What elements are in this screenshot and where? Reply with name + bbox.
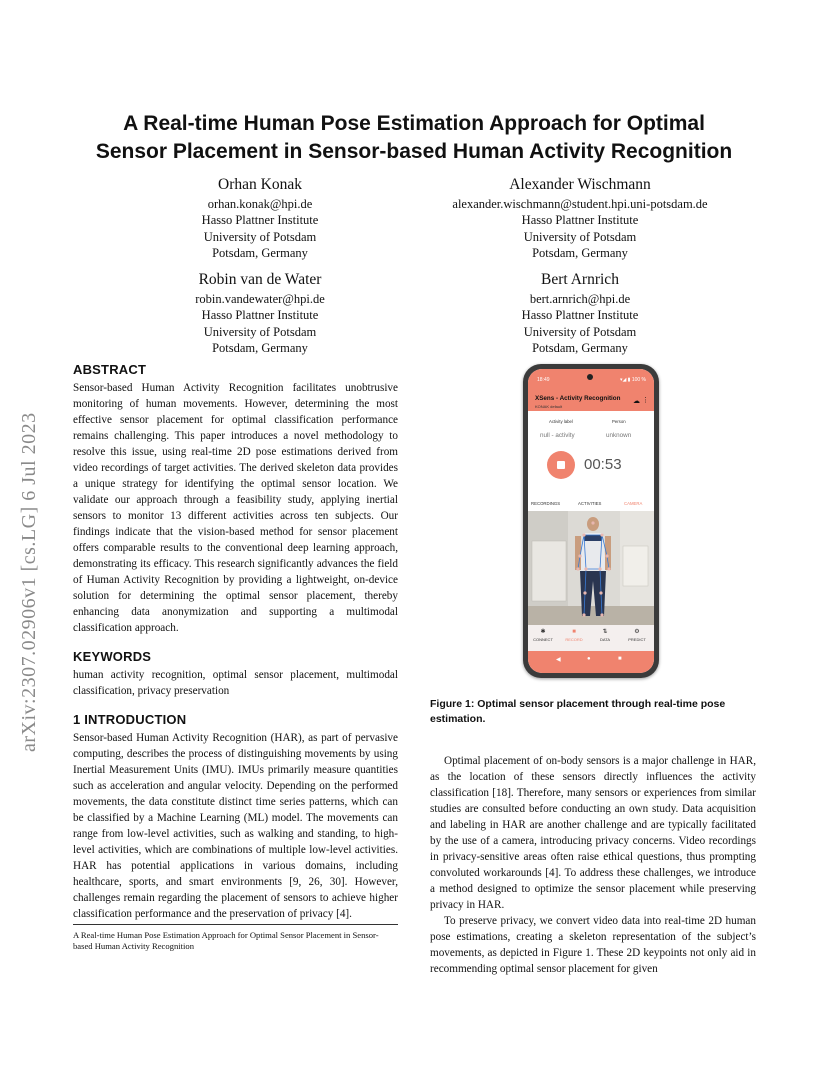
author-email: orhan.konak@hpi.de [207, 197, 313, 211]
right-column [430, 753, 756, 977]
app-title: XSens - Activity Recognition [535, 395, 621, 402]
author-name: Alexander Wischmann [509, 176, 651, 193]
author-affiliation: Hasso Plattner Institute [521, 308, 639, 323]
author-affiliation: Potsdam, Germany [212, 245, 308, 260]
author-email: alexander.wischmann@student.hpi.uni-potsdam.de [452, 197, 708, 211]
author-affiliation: Hasso Plattner Institute [201, 213, 319, 228]
nav-data[interactable] [593, 628, 617, 642]
more-vert-icon[interactable]: ⋮ [642, 397, 649, 404]
nav-connect-label: CONNECT [533, 637, 553, 642]
camera-notch-icon [587, 374, 593, 380]
author-affiliation: Potsdam, Germany [212, 340, 308, 355]
back-icon[interactable]: ◀ [556, 657, 561, 663]
record-stop-button[interactable] [547, 451, 575, 479]
author-name: Robin van de Water [198, 271, 322, 288]
activity-value[interactable]: null - activity [540, 432, 575, 439]
author-name: Bert Arnrich [541, 271, 619, 288]
abstract-heading: ABSTRACT [73, 362, 147, 377]
author-block-1 [150, 175, 370, 261]
app-bar [528, 391, 654, 411]
author-email: robin.vandewater@hpi.de [195, 292, 325, 306]
keywords-heading: KEYWORDS [73, 649, 152, 664]
arxiv-stamp: arXiv:2307.02906v1 [cs.LG] 6 Jul 2023 [18, 412, 40, 752]
left-column [73, 362, 398, 922]
introduction-text: Sensor-based Human Activity Recognition (HAR), as part of pervasive computing, describes the process of distinguishing movements by using Inertial Measurement Units (IMU). IMUs primarily measure quantities such as acceleration and angular velocity. Depending on the performed movements, the data constitute distinct time series patterns, which can be classified by a Machine Learning (ML) model. The movements can range from low-level activities, such as walking and standing, to high-level activities, which are combinations of multiple low-level activities. HAR has potential applications in various domains, including healthcare, sports, and smart environments [9, 26, 30]. However, challenges remain regarding the placement of sensors to achieve higher classification performance and the preservation of privacy [4]. [73, 732, 398, 920]
author-affiliation: University of Potsdam [523, 229, 637, 244]
nav-predict[interactable] [625, 628, 649, 642]
author-affiliation: University of Potsdam [203, 229, 317, 244]
phone-figure [523, 364, 659, 678]
author-affiliation: Potsdam, Germany [532, 340, 628, 355]
status-battery: ▾◢ ▮ 100 % [619, 377, 646, 383]
tab-bar [528, 497, 654, 509]
tab-activities[interactable]: ACTIVITIES [578, 501, 602, 506]
author-affiliation: Hasso Plattner Institute [521, 213, 639, 228]
status-bar [528, 369, 654, 391]
author-affiliation: University of Potsdam [523, 324, 637, 339]
app-subtitle: KONAK default [535, 404, 563, 409]
author-block-2 [420, 175, 740, 261]
predict-icon: ⚙ [634, 629, 640, 635]
person-value[interactable]: unknown [606, 432, 632, 439]
figure-caption: Figure 1: Optimal sensor placement through real-time pose estimation. [430, 698, 726, 725]
phone-screen [528, 369, 654, 673]
bluetooth-icon: ✱ [540, 629, 546, 635]
nav-record[interactable] [562, 628, 586, 642]
author-name: Orhan Konak [218, 176, 302, 193]
record-icon: ■ [572, 629, 576, 635]
right-paragraph-2: To preserve privacy, we convert video data into real-time 2D human pose estimations, creating a skeleton representation of the subject’s movements, as depicted in Figure 1. These 2D keypoints not only aid in recommending optimal sensor placement for given [430, 915, 756, 975]
title-line-1: A Real-time Human Pose Estimation Approach for Optimal [123, 112, 705, 135]
data-icon: ⇅ [602, 629, 608, 635]
tab-recordings[interactable]: RECORDINGS [531, 501, 561, 506]
camera-preview [528, 511, 654, 625]
cloud-icon[interactable]: ☁ [633, 398, 640, 405]
author-email: bert.arnrich@hpi.de [529, 292, 631, 306]
footnote: A Real-time Human Pose Estimation Approach for Optimal Sensor Placement in Sensor-based Human Activity Recognition [73, 924, 398, 952]
author-block-3 [150, 270, 370, 356]
tab-camera[interactable]: CAMERA [624, 501, 643, 506]
author-affiliation: University of Potsdam [203, 324, 317, 339]
author-block-4 [470, 270, 690, 356]
recents-icon[interactable]: ■ [618, 656, 622, 662]
author-affiliation: Hasso Plattner Institute [201, 308, 319, 323]
status-time: 18:49 [537, 377, 550, 383]
nav-connect[interactable] [531, 628, 555, 642]
camera-preview-image [528, 511, 654, 625]
nav-record-label: RECORD [565, 637, 583, 642]
introduction-heading: 1 INTRODUCTION [73, 712, 187, 727]
home-icon[interactable]: ● [587, 656, 591, 662]
keywords-text: human activity recognition, optimal sensor placement, multimodal classification, privacy preservation [73, 669, 398, 697]
person-label: Person [612, 419, 626, 424]
author-affiliation: Potsdam, Germany [532, 245, 628, 260]
nav-data-label: DATA [599, 637, 611, 642]
right-paragraph-1: Optimal placement of on-body sensors is a major challenge in HAR, as the location of these sensors directly influences the activity classification [18]. Therefore, many sensors or experiences from similar studies are consulted before conducting an own study. Data acquisition and labeling in HAR are another challenge and are typically facilitated by the use of a camera, introducing privacy concerns. Video recordings in privacy-sensitive areas often raise ethical questions, thus prompting convoluted workarounds [4]. To address these challenges, we introduce a method designed to optimize the sensor placement while preserving privacy in HAR. [430, 755, 756, 911]
abstract-text: Sensor-based Human Activity Recognition facilitates unobtrusive monitoring of human movements. However, determining the most effective sensor placement for optimal classification performance remains challenging. This paper introduces a novel methodology to resolve this issue, using real-time 2D pose estimations derived from video recordings of target activities. The derived skeleton data provides a unique strategy for identifying the optimal sensor location. We validate our approach through a feasibility study, applying inertial sensors to monitor 13 different activities across ten subjects. Our findings indicate that the vision-based method for sensor placement offers comparable results to the conventional deep learning approach, demonstrating its efficacy. This research significantly advances the field of Human Activity Recognition by providing a lightweight, on-device solution for determining the optimal sensor placement, thereby enhancing data anonymization and supporting a multimodal classification approach. [73, 382, 398, 634]
bottom-navigation [528, 625, 654, 651]
record-timer: 00:53 [584, 456, 622, 473]
system-navigation-bar [528, 651, 654, 673]
stop-icon [557, 461, 565, 469]
activity-label: Activity label [549, 419, 573, 424]
paper-title [40, 110, 788, 166]
title-line-2: Sensor Placement in Sensor-based Human Activity Recognition [95, 140, 733, 163]
nav-predict-label: PREDICT [628, 637, 646, 642]
